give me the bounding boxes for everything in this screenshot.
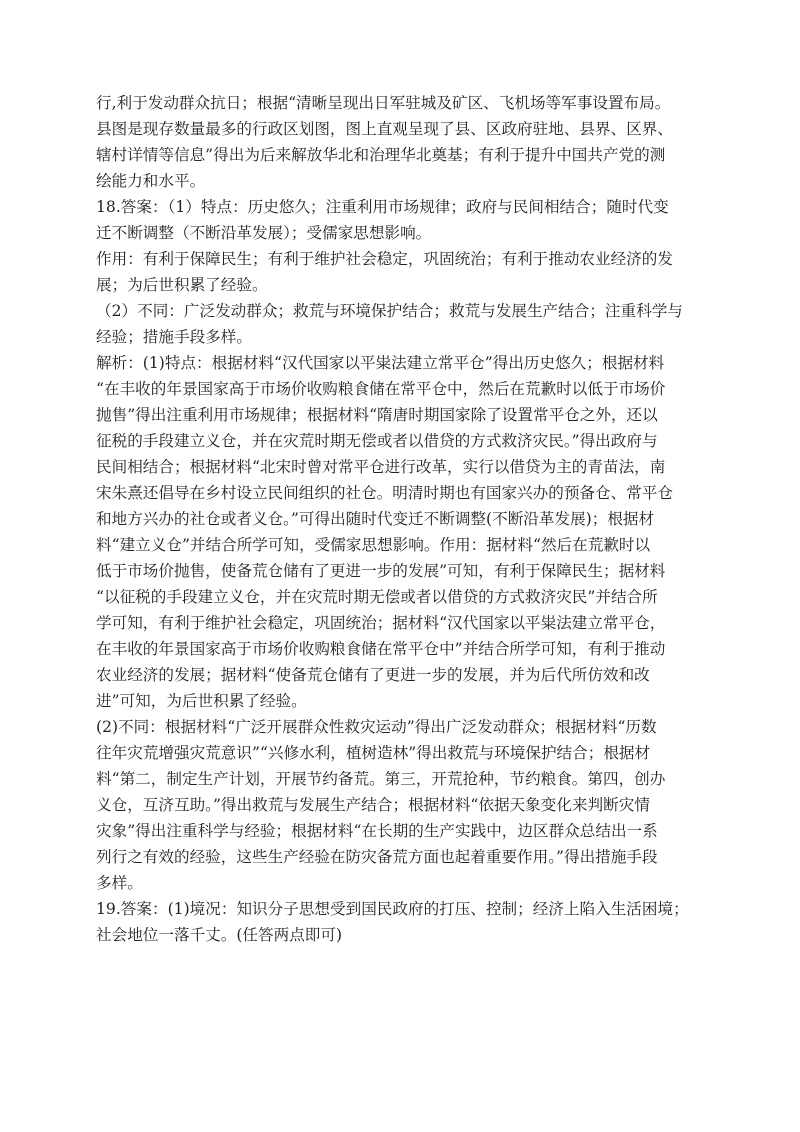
question-19-answer-line: 19.答案：(1)境况：知识分子思想受到国民政府的打压、控制；经济上陷入生活困境； [96, 900, 689, 918]
text-line: 和地方兴办的社仓或者义仓。”可得出随时代变迁不断调整(不断沿革发展)；根据材 [96, 510, 655, 528]
text-line: 迁不断调整（不断沿革发展）；受儒家思想影响。 [96, 224, 432, 242]
text-line: 列行之有效的经验，这些生产经验在防灾备荒方面也起着重要作用。”得出措施手段 [96, 848, 658, 866]
text-line: 宋朱熹还倡导在乡村设立民间组织的社仓。明清时期也有国家兴办的预备仓、常平仓 [96, 484, 673, 502]
text-line: 征税的手段建立义仓，并在灾荒时期无偿或者以借贷的方式救济灾民。”得出政府与 [96, 432, 658, 450]
text-line: （2）不同：广泛发动群众；救荒与环境保护结合；救荒与发展生产结合；注重科学与 [96, 302, 683, 320]
text-line: 进”可知，为后世积累了经验。 [96, 692, 307, 710]
analysis-line: 解析：(1)特点：根据材料“汉代国家以平粜法建立常平仓”得出历史悠久；根据材料 [96, 354, 665, 372]
text-line: 抛售”得出注重利用市场规律；根据材料“隋唐时期国家除了设置常平仓之外，还以 [96, 406, 658, 424]
text-line: 学可知，有利于维护社会稳定，巩固统治；据材料“汉代国家以平粜法建立常平仓， [96, 614, 666, 632]
text-line: 义仓，互济互助。”得出救荒与发展生产结合；根据材料“依据天象变化来判断灾情 [96, 796, 650, 814]
text-line: 展；为后世积累了经验。 [96, 276, 268, 294]
text-line: “在丰收的年景国家高于市场价收购粮食储在常平仓中，然后在荒歉时以低于市场价 [96, 380, 666, 398]
question-18-answer-line: 18.答案：（1）特点：历史悠久；注重利用市场规律；政府与民间相结合；随时代变 [96, 198, 669, 216]
text-line: 料“第二，制定生产计划，开展节约备荒。第三，开荒抢种，节约粮食。第四，创办 [96, 770, 666, 788]
text-line: 社会地位一落千丈。(任答两点即可) [96, 926, 343, 944]
text-line: (2)不同：根据材料“广泛开展群众性救灾运动”得出广泛发动群众；根据材料“历数 [96, 718, 657, 736]
text-line: 在丰收的年景国家高于市场价收购粮食储在常平仓中”并结合所学可知，有利于推动 [96, 640, 666, 658]
text-line: 经验；措施手段多样。 [96, 328, 252, 346]
text-line: 灾象”得出注重科学与经验；根据材料“在长期的生产实践中，边区群众总结出一系 [96, 822, 658, 840]
text-line: 往年灾荒增强灾荒意识”“兴修水利，植树造林”得出救荒与环境保护结合；根据材 [96, 744, 651, 762]
text-line: 多样。 [96, 874, 143, 892]
text-line: 辖村详情等信息”得出为后来解放华北和治理华北奠基；有利于提升中国共产党的测 [96, 146, 666, 164]
text-line: 农业经济的发展；据材料“使备荒仓储有了更进一步的发展，并为后代所仿效和改 [96, 666, 650, 684]
text-line: 料“建立义仓”并结合所学可知，受儒家思想影响。作用：据材料“然后在荒歉时以 [96, 536, 651, 554]
text-line: 行,利于发动群众抗日；根据“清晰呈现出日军驻城及矿区、飞机场等军事设置布局。 [96, 94, 671, 112]
text-line: 县图是现存数量最多的行政区划图，图上直观呈现了县、区政府驻地、县界、区界、 [96, 120, 673, 138]
text-line: 民间相结合；根据材料“北宋时曾对常平仓进行改革，实行以借贷为主的青苗法，南 [96, 458, 666, 476]
text-line: 低于市场价抛售，使备荒仓储有了更进一步的发展”可知，有利于保障民生；据材料 [96, 562, 666, 580]
text-line: 作用：有利于保障民生；有利于维护社会稳定，巩固统治；有利于推动农业经济的发 [96, 250, 673, 268]
text-line: “以征税的手段建立义仓，并在灾荒时期无偿或者以借贷的方式救济灾民”并结合所 [96, 588, 658, 606]
document-page [96, 90, 708, 948]
text-line: 绘能力和水平。 [96, 172, 206, 190]
